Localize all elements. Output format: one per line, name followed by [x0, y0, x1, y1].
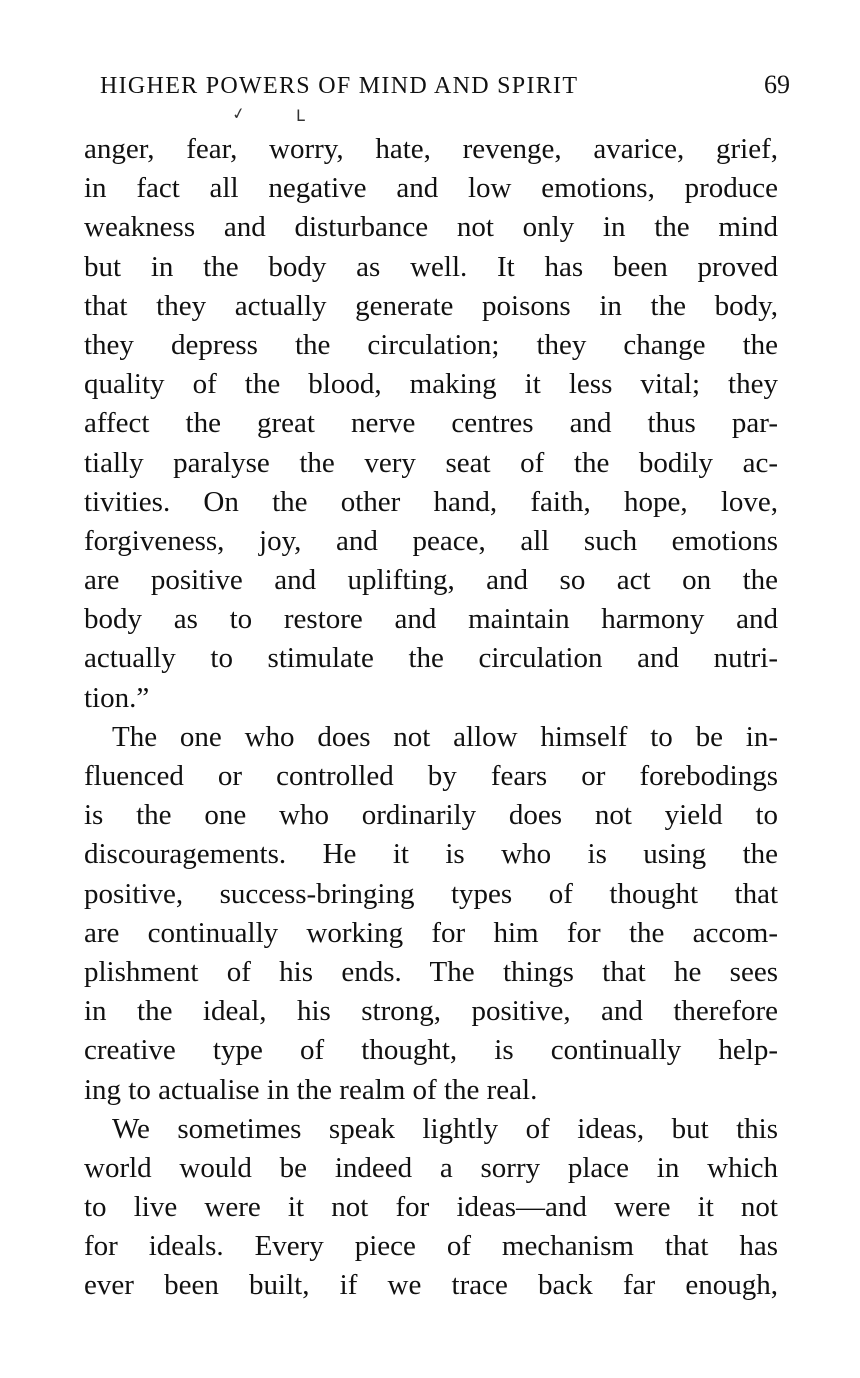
- handwritten-tick-mark-icon: ᒪ: [296, 108, 305, 125]
- text-line: to live were it not for ideas—and were it not: [84, 1191, 778, 1224]
- text-line: fluenced or controlled by fears or forebodings: [84, 760, 778, 792]
- text-line: world would be indeed a sorry place in which: [84, 1151, 778, 1184]
- text-line: quality of the blood, making it less vital; they: [84, 368, 778, 401]
- text-line: discouragements. He it is who is using the: [84, 838, 778, 871]
- running-title: HIGHER POWERS OF MIND AND SPIRIT: [100, 73, 579, 99]
- text-line: The one who does not allow himself to be in-: [112, 720, 778, 753]
- text-line: for ideals. Every piece of mechanism that has: [84, 1230, 778, 1263]
- text-line: body as to restore and maintain harmony and: [84, 603, 778, 636]
- text-line: creative type of thought, is continually help-: [84, 1034, 778, 1067]
- text-line: anger, fear, worry, hate, revenge, avarice, grief,: [84, 133, 778, 165]
- text-line: weakness and disturbance not only in the mind: [84, 211, 778, 244]
- text-line: tion.”: [84, 681, 150, 714]
- text-line: We sometimes speak lightly of ideas, but this: [112, 1112, 778, 1145]
- paragraph: [84, 1110, 778, 1306]
- text-line: positive, success-bringing types of thought that: [84, 877, 778, 910]
- handwritten-check-mark-icon: ✓: [230, 104, 247, 125]
- text-line: ever been built, if we trace back far enough,: [84, 1269, 778, 1302]
- text-line: forgiveness, joy, and peace, all such emotions: [84, 524, 778, 557]
- running-head: [100, 70, 790, 100]
- text-line: plishment of his ends. The things that he sees: [84, 955, 778, 988]
- text-line: actually to stimulate the circulation and nutri-: [84, 642, 778, 675]
- paragraph: [84, 718, 778, 1110]
- text-line: that they actually generate poisons in the body,: [84, 289, 778, 322]
- text-line: affect the great nerve centres and thus par-: [84, 407, 778, 440]
- text-line: ing to actualise in the realm of the real.: [84, 1073, 538, 1106]
- paragraph: [84, 130, 778, 718]
- text-line: are continually working for him for the accom-: [84, 916, 778, 949]
- text-line: in fact all negative and low emotions, produce: [84, 172, 778, 205]
- text-line: tivities. On the other hand, faith, hope, love,: [84, 485, 778, 518]
- text-line: they depress the circulation; they change the: [84, 328, 778, 361]
- body-text: [84, 130, 778, 1306]
- page-number: 69: [764, 70, 790, 99]
- text-line: are positive and uplifting, and so act on the: [84, 564, 778, 597]
- text-line: in the ideal, his strong, positive, and therefore: [84, 995, 778, 1028]
- text-line: tially paralyse the very seat of the bodily ac-: [84, 446, 778, 479]
- text-line: is the one who ordinarily does not yield to: [84, 799, 778, 832]
- text-line: but in the body as well. It has been proved: [84, 250, 778, 283]
